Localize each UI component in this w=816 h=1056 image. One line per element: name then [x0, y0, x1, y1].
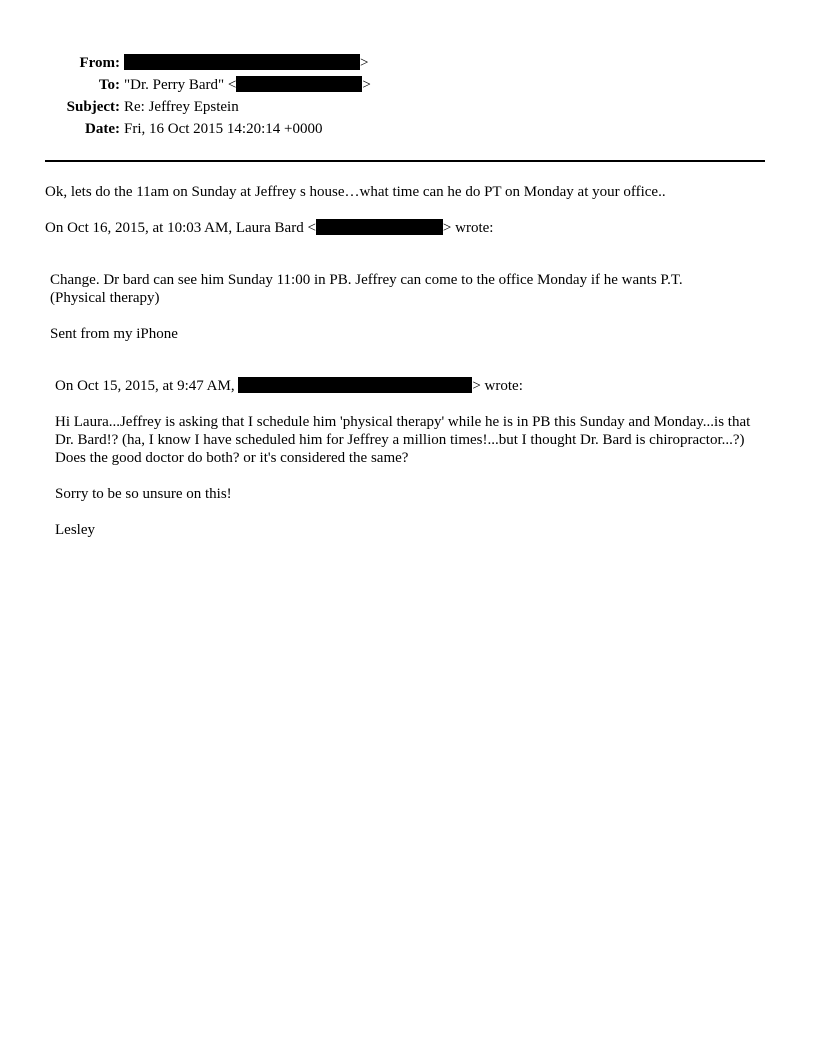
quote1-intro-prefix: On Oct 16, 2015, at 10:03 AM, Laura Bard < — [45, 220, 316, 236]
from-label: From: — [79, 55, 120, 71]
date-value: Fri, 16 Oct 2015 14:20:14 +0000 — [124, 121, 323, 137]
quote2-text: Hi Laura...Jeffrey is asking that I schedule him 'physical therapy' while he is in PB this Sunday and Monday...is that Dr. Bard!? (ha, I know I have scheduled him for Jeffrey a million times!...but I thought Dr. Bard is chiropractor...?) Does the good doctor do both? or it's considered the same? — [55, 414, 751, 466]
quote2-intro-suffix: > wrote: — [472, 378, 523, 394]
from-suffix: > — [360, 55, 369, 71]
subject-value: Re: Jeffrey Epstein — [124, 99, 239, 115]
quote2-intro — [55, 377, 523, 395]
header-divider — [45, 160, 765, 162]
quote2-signature: Lesley — [55, 522, 95, 538]
to-value — [124, 76, 371, 94]
quote2-closing: Sorry to be so unsure on this! — [55, 486, 232, 502]
quote1-intro — [45, 219, 493, 237]
redacted-from-address — [124, 54, 360, 70]
redacted-to-address — [236, 76, 362, 92]
to-name: "Dr. Perry Bard" < — [124, 77, 237, 93]
quote1-signature: Sent from my iPhone — [50, 326, 178, 342]
to-suffix: > — [362, 77, 371, 93]
to-label: To: — [98, 77, 120, 93]
redacted-quote1-address — [316, 219, 443, 235]
redacted-quote2-sender — [238, 377, 472, 393]
from-value — [124, 54, 368, 72]
quote1-text: Change. Dr bard can see him Sunday 11:00 in PB. Jeffrey can come to the office Monday if he wants P.T. (Physical therapy) — [50, 272, 683, 306]
date-label: Date: — [85, 121, 120, 137]
quote2-intro-prefix: On Oct 15, 2015, at 9:47 AM, — [55, 378, 235, 394]
reply-text: Ok, lets do the 11am on Sunday at Jeffrey s house…what time can he do PT on Monday at your office.. — [45, 184, 666, 200]
subject-label: Subject: — [66, 99, 120, 115]
quote1-intro-suffix: > wrote: — [442, 220, 494, 236]
